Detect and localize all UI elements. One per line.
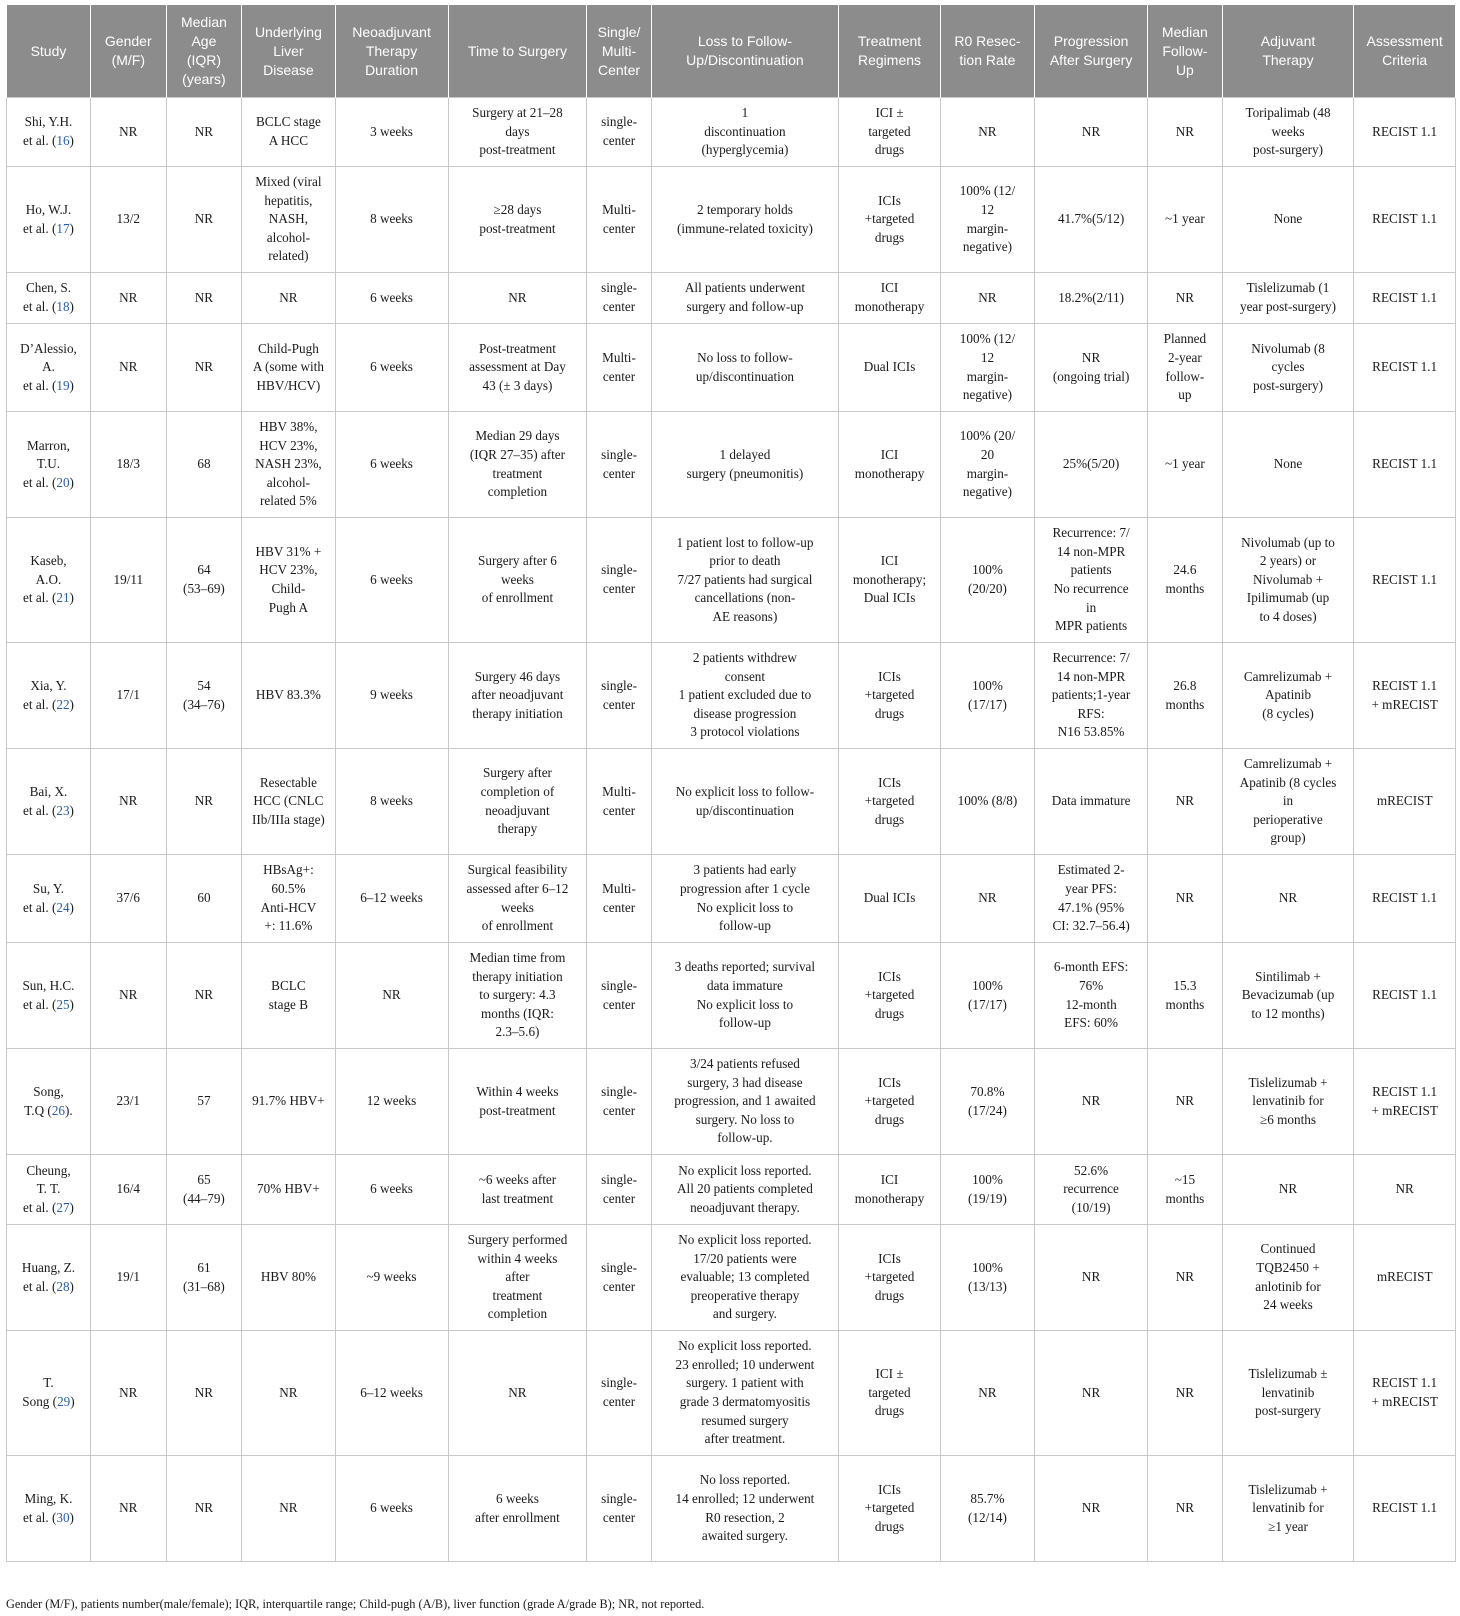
median-follow-up-cell: NR: [1148, 98, 1223, 167]
study-cell: [7, 273, 91, 324]
median-age-cell: NR: [166, 167, 242, 273]
treatment-regimen-cell: ICIs +targeted drugs: [839, 643, 941, 749]
neoadjuvant-duration-cell: 12 weeks: [335, 1049, 448, 1155]
header-r0-resection-rate: R0 Resec- tion Rate: [940, 5, 1034, 98]
treatment-regimen-cell: Dual ICIs: [839, 855, 941, 943]
table-row: [7, 855, 1456, 943]
gender-cell: 18/3: [90, 412, 166, 518]
treatment-regimen-cell: ICI monotherapy: [839, 412, 941, 518]
liver-disease-cell: BCLC stage B: [242, 943, 335, 1049]
r0-resection-cell: 100% (12/ 12 margin- negative): [940, 167, 1034, 273]
median-follow-up-cell: 24.6 months: [1148, 518, 1223, 643]
assessment-criteria-cell: RECIST 1.1: [1354, 855, 1456, 943]
study-cell: [7, 1331, 91, 1456]
reference-link[interactable]: 16: [56, 133, 70, 148]
progression-cell: NR: [1035, 1456, 1148, 1562]
time-to-surgery-cell: 6 weeks after enrollment: [448, 1456, 587, 1562]
study-cell: [7, 98, 91, 167]
median-age-cell: 64 (53–69): [166, 518, 242, 643]
study-suffix: ): [70, 1394, 75, 1409]
adjuvant-therapy-cell: NR: [1222, 1155, 1354, 1225]
neoadjuvant-duration-cell: 9 weeks: [335, 643, 448, 749]
median-age-cell: 57: [166, 1049, 242, 1155]
loss-to-follow-up-cell: 3 patients had early progression after 1 cycle No explicit loss to follow-up: [651, 855, 839, 943]
assessment-criteria-cell: RECIST 1.1 + mRECIST: [1354, 1049, 1456, 1155]
assessment-criteria-cell: RECIST 1.1: [1354, 1456, 1456, 1562]
treatment-regimen-cell: ICI ± targeted drugs: [839, 98, 941, 167]
neoadjuvant-duration-cell: 8 weeks: [335, 749, 448, 855]
reference-link[interactable]: 28: [56, 1278, 70, 1294]
reference-link[interactable]: 20: [56, 474, 70, 490]
study-cell: [7, 324, 91, 412]
progression-cell: Recurrence: 7/ 14 non-MPR patients;1-year RFS: N16 53.85%: [1035, 643, 1148, 749]
study-cell: [7, 643, 91, 749]
progression-cell: NR: [1035, 98, 1148, 167]
neoadjuvant-duration-cell: 6 weeks: [335, 324, 448, 412]
median-follow-up-cell: NR: [1148, 855, 1223, 943]
adjuvant-therapy-cell: None: [1222, 167, 1354, 273]
treatment-regimen-cell: ICI monotherapy: [839, 273, 941, 324]
header-assessment-criteria: Assessment Criteria: [1354, 5, 1456, 98]
adjuvant-therapy-cell: Tislelizumab + lenvatinib for ≥1 year: [1222, 1456, 1354, 1562]
time-to-surgery-cell: Surgery after completion of neoadjuvant therapy: [448, 749, 587, 855]
loss-to-follow-up-cell: 3 deaths reported; survival data immature No explicit loss to follow-up: [651, 943, 839, 1049]
study-name: Bai, X. et al. (: [23, 783, 68, 818]
gender-cell: 19/1: [90, 1225, 166, 1331]
header-adjuvant-therapy: Adjuvant Therapy: [1222, 5, 1354, 98]
liver-disease-cell: HBV 80%: [242, 1225, 335, 1331]
study-cell: [7, 412, 91, 518]
time-to-surgery-cell: Within 4 weeks post-treatment: [448, 1049, 587, 1155]
study-name: Ming, K. et al. (: [23, 1490, 73, 1525]
center-cell: single- center: [587, 1049, 651, 1155]
reference-link[interactable]: 24: [56, 899, 70, 915]
neoadjuvant-duration-cell: 3 weeks: [335, 98, 448, 167]
median-age-cell: NR: [166, 98, 242, 167]
neoadjuvant-duration-cell: 6–12 weeks: [335, 855, 448, 943]
reference-link[interactable]: 21: [56, 590, 70, 606]
time-to-surgery-cell: Surgery 46 days after neoadjuvant therapy initiation: [448, 643, 587, 749]
studies-table: [6, 5, 1456, 1562]
loss-to-follow-up-cell: No loss reported. 14 enrolled; 12 underwent R0 resection, 2 awaited surgery.: [651, 1456, 839, 1562]
study-cell: [7, 749, 91, 855]
r0-resection-cell: 100% (19/19): [940, 1155, 1034, 1225]
table-row: [7, 1456, 1456, 1562]
center-cell: single- center: [587, 1155, 651, 1225]
loss-to-follow-up-cell: No explicit loss to follow- up/discontinuation: [651, 749, 839, 855]
treatment-regimen-cell: ICIs +targeted drugs: [839, 167, 941, 273]
gender-cell: 23/1: [90, 1049, 166, 1155]
progression-cell: NR: [1035, 1331, 1148, 1456]
adjuvant-therapy-cell: NR: [1222, 855, 1354, 943]
center-cell: single- center: [587, 1456, 651, 1562]
treatment-regimen-cell: ICI monotherapy: [839, 1155, 941, 1225]
r0-resection-cell: 100% (20/20): [940, 518, 1034, 643]
header-center: Single/ Multi- Center: [587, 5, 651, 98]
loss-to-follow-up-cell: 2 patients withdrew consent 1 patient excluded due to disease progression 3 protocol violations: [651, 643, 839, 749]
time-to-surgery-cell: ≥28 days post-treatment: [448, 167, 587, 273]
study-name: D’Alessio, A. et al. (: [20, 340, 77, 393]
header-row: [7, 5, 1456, 98]
study-name: Chen, S. et al. (: [23, 280, 71, 314]
median-age-cell: 68: [166, 412, 242, 518]
treatment-regimen-cell: ICI monotherapy; Dual ICIs: [839, 518, 941, 643]
median-follow-up-cell: NR: [1148, 273, 1223, 324]
loss-to-follow-up-cell: 1 patient lost to follow-up prior to death 7/27 patients had surgical cancellations (non- AE reasons): [651, 518, 839, 643]
progression-cell: 6-month EFS: 76% 12-month EFS: 60%: [1035, 943, 1148, 1049]
reference-link[interactable]: 27: [56, 1199, 70, 1215]
table-row: [7, 412, 1456, 518]
study-cell: [7, 1456, 91, 1562]
table-row: [7, 273, 1456, 324]
median-age-cell: 61 (31–68): [166, 1225, 242, 1331]
reference-link[interactable]: 17: [56, 220, 70, 236]
study-name: Kaseb, A.O. et al. (: [23, 553, 67, 606]
study-suffix: ): [69, 1278, 74, 1294]
study-cell: [7, 1225, 91, 1331]
study-name: Ho, W.J. et al. (: [23, 201, 72, 236]
header-gender: Gender (M/F): [90, 5, 166, 98]
study-name: Marron, T.U. et al. (: [23, 437, 70, 490]
loss-to-follow-up-cell: No loss to follow- up/discontinuation: [651, 324, 839, 412]
neoadjuvant-duration-cell: 8 weeks: [335, 167, 448, 273]
study-cell: [7, 167, 91, 273]
header-loss-to-follow-up: Loss to Follow- Up/Discontinuation: [651, 5, 839, 98]
study-suffix: ): [69, 899, 74, 915]
time-to-surgery-cell: Median 29 days (IQR 27–35) after treatment completion: [448, 412, 587, 518]
neoadjuvant-duration-cell: NR: [335, 943, 448, 1049]
study-suffix: ).: [65, 1102, 73, 1118]
table-row: [7, 1331, 1456, 1456]
gender-cell: 16/4: [90, 1155, 166, 1225]
r0-resection-cell: 85.7% (12/14): [940, 1456, 1034, 1562]
study-suffix: ): [69, 696, 74, 712]
liver-disease-cell: Child-Pugh A (some with HBV/HCV): [242, 324, 335, 412]
loss-to-follow-up-cell: 1 discontinuation (hyperglycemia): [651, 98, 839, 167]
assessment-criteria-cell: NR: [1354, 1155, 1456, 1225]
neoadjuvant-duration-cell: 6 weeks: [335, 1155, 448, 1225]
study-suffix: ): [69, 802, 74, 818]
gender-cell: NR: [90, 324, 166, 412]
r0-resection-cell: 100% (13/13): [940, 1225, 1034, 1331]
reference-link[interactable]: 30: [56, 1509, 70, 1525]
table-row: [7, 749, 1456, 855]
adjuvant-therapy-cell: Nivolumab (8 cycles post-surgery): [1222, 324, 1354, 412]
progression-cell: 18.2%(2/11): [1035, 273, 1148, 324]
median-age-cell: NR: [166, 1456, 242, 1562]
r0-resection-cell: NR: [940, 273, 1034, 324]
study-suffix: ): [69, 377, 74, 393]
reference-link[interactable]: 22: [56, 696, 70, 712]
gender-cell: NR: [90, 98, 166, 167]
study-name: Huang, Z. et al. (: [21, 1259, 76, 1294]
median-follow-up-cell: ~15 months: [1148, 1155, 1223, 1225]
treatment-regimen-cell: ICIs +targeted drugs: [839, 943, 941, 1049]
study-cell: [7, 518, 91, 643]
study-cell: [7, 943, 91, 1049]
median-age-cell: 54 (34–76): [166, 643, 242, 749]
study-suffix: ): [69, 996, 74, 1012]
liver-disease-cell: 70% HBV+: [242, 1155, 335, 1225]
liver-disease-cell: Resectable HCC (CNLC IIb/IIIa stage): [242, 749, 335, 855]
study-cell: [7, 855, 91, 943]
progression-cell: 52.6% recurrence (10/19): [1035, 1155, 1148, 1225]
header-neoadjuvant-duration: Neoadjuvant Therapy Duration: [335, 5, 448, 98]
progression-cell: 41.7%(5/12): [1035, 167, 1148, 273]
study-name: Xia, Y. et al. (: [23, 677, 67, 712]
progression-cell: Recurrence: 7/ 14 non-MPR patients No recurrence in MPR patients: [1035, 518, 1148, 643]
assessment-criteria-cell: RECIST 1.1: [1354, 273, 1456, 324]
median-age-cell: NR: [166, 749, 242, 855]
table-row: [7, 943, 1456, 1049]
liver-disease-cell: NR: [242, 1456, 335, 1562]
study-name: Shi, Y.H. et al. (: [23, 114, 73, 148]
table-row: [7, 98, 1456, 167]
median-follow-up-cell: ~1 year: [1148, 167, 1223, 273]
liver-disease-cell: HBV 83.3%: [242, 643, 335, 749]
progression-cell: Data immature: [1035, 749, 1148, 855]
study-name: T. Song (: [22, 1375, 58, 1409]
progression-cell: NR: [1035, 1225, 1148, 1331]
table-row: [7, 1155, 1456, 1225]
r0-resection-cell: 100% (20/ 20 margin- negative): [940, 412, 1034, 518]
progression-cell: Estimated 2- year PFS: 47.1% (95% CI: 32.7–56.4): [1035, 855, 1148, 943]
treatment-regimen-cell: ICIs +targeted drugs: [839, 1456, 941, 1562]
progression-cell: NR (ongoing trial): [1035, 324, 1148, 412]
median-age-cell: NR: [166, 273, 242, 324]
adjuvant-therapy-cell: Continued TQB2450 + anlotinib for 24 weeks: [1222, 1225, 1354, 1331]
adjuvant-therapy-cell: Toripalimab (48 weeks post-surgery): [1222, 98, 1354, 167]
time-to-surgery-cell: NR: [448, 1331, 587, 1456]
gender-cell: NR: [90, 273, 166, 324]
neoadjuvant-duration-cell: ~9 weeks: [335, 1225, 448, 1331]
adjuvant-therapy-cell: Tislelizumab (1 year post-surgery): [1222, 273, 1354, 324]
reference-link[interactable]: 25: [56, 996, 70, 1012]
reference-link[interactable]: 26: [51, 1102, 66, 1118]
median-age-cell: 65 (44–79): [166, 1155, 242, 1225]
loss-to-follow-up-cell: No explicit loss reported. All 20 patients completed neoadjuvant therapy.: [651, 1155, 839, 1225]
assessment-criteria-cell: RECIST 1.1: [1354, 412, 1456, 518]
median-age-cell: NR: [166, 943, 242, 1049]
liver-disease-cell: HBsAg+: 60.5% Anti-HCV +: 11.6%: [242, 855, 335, 943]
r0-resection-cell: 100% (17/17): [940, 943, 1034, 1049]
loss-to-follow-up-cell: 1 delayed surgery (pneumonitis): [651, 412, 839, 518]
table-body: [7, 98, 1456, 1562]
center-cell: Multi- center: [587, 324, 651, 412]
study-name: Sun, H.C. et al. (: [22, 977, 75, 1012]
adjuvant-therapy-cell: Tislelizumab + lenvatinib for ≥6 months: [1222, 1049, 1354, 1155]
assessment-criteria-cell: RECIST 1.1: [1354, 518, 1456, 643]
treatment-regimen-cell: ICIs +targeted drugs: [839, 1049, 941, 1155]
median-age-cell: 60: [166, 855, 242, 943]
study-suffix: ): [69, 590, 74, 606]
adjuvant-therapy-cell: Camrelizumab + Apatinib (8 cycles in perioperative group): [1222, 749, 1354, 855]
table-row: [7, 1225, 1456, 1331]
adjuvant-therapy-cell: Nivolumab (up to 2 years) or Nivolumab + Ipilimumab (up to 4 doses): [1222, 518, 1354, 643]
median-follow-up-cell: NR: [1148, 1225, 1223, 1331]
neoadjuvant-duration-cell: 6 weeks: [335, 273, 448, 324]
liver-disease-cell: Mixed (viral hepatitis, NASH, alcohol- related): [242, 167, 335, 273]
adjuvant-therapy-cell: Tislelizumab ± lenvatinib post-surgery: [1222, 1331, 1354, 1456]
header-progression: Progression After Surgery: [1035, 5, 1148, 98]
liver-disease-cell: NR: [242, 1331, 335, 1456]
median-follow-up-cell: Planned 2-year follow- up: [1148, 324, 1223, 412]
median-follow-up-cell: NR: [1148, 1456, 1223, 1562]
gender-cell: 19/11: [90, 518, 166, 643]
median-follow-up-cell: 15.3 months: [1148, 943, 1223, 1049]
progression-cell: 25%(5/20): [1035, 412, 1148, 518]
adjuvant-therapy-cell: Camrelizumab + Apatinib (8 cycles): [1222, 643, 1354, 749]
time-to-surgery-cell: ~6 weeks after last treatment: [448, 1155, 587, 1225]
gender-cell: NR: [90, 943, 166, 1049]
study-cell: [7, 1155, 91, 1225]
median-age-cell: NR: [166, 324, 242, 412]
table-row: [7, 643, 1456, 749]
adjuvant-therapy-cell: Sintilimab + Bevacizumab (up to 12 months): [1222, 943, 1354, 1049]
liver-disease-cell: BCLC stage A HCC: [242, 98, 335, 167]
r0-resection-cell: NR: [940, 1331, 1034, 1456]
header-median-age: Median Age (IQR) (years): [166, 5, 242, 98]
time-to-surgery-cell: Surgery at 21–28 days post-treatment: [448, 98, 587, 167]
adjuvant-therapy-cell: None: [1222, 412, 1354, 518]
table-footnote: Gender (M/F), patients number(male/female); IQR, interquartile range; Child-pugh (A/B), liver function (grade A/grade B); NR, not reported.: [6, 1597, 705, 1611]
r0-resection-cell: NR: [940, 855, 1034, 943]
center-cell: single- center: [587, 643, 651, 749]
treatment-regimen-cell: ICIs +targeted drugs: [839, 749, 941, 855]
neoadjuvant-duration-cell: 6 weeks: [335, 412, 448, 518]
time-to-surgery-cell: Median time from therapy initiation to surgery: 4.3 months (IQR: 2.3–5.6): [448, 943, 587, 1049]
time-to-surgery-cell: Surgery after 6 weeks of enrollment: [448, 518, 587, 643]
median-follow-up-cell: ~1 year: [1148, 412, 1223, 518]
assessment-criteria-cell: RECIST 1.1: [1354, 324, 1456, 412]
study-suffix: ): [69, 1509, 74, 1525]
study-suffix: ): [69, 220, 74, 236]
gender-cell: 13/2: [90, 167, 166, 273]
center-cell: single- center: [587, 98, 651, 167]
study-name: Su, Y. et al. (: [23, 880, 65, 915]
center-cell: single- center: [587, 1225, 651, 1331]
liver-disease-cell: HBV 38%, HCV 23%, NASH 23%, alcohol- related 5%: [242, 412, 335, 518]
neoadjuvant-duration-cell: 6 weeks: [335, 1456, 448, 1562]
assessment-criteria-cell: RECIST 1.1: [1354, 943, 1456, 1049]
r0-resection-cell: NR: [940, 98, 1034, 167]
center-cell: Multi- center: [587, 749, 651, 855]
time-to-surgery-cell: NR: [448, 273, 587, 324]
reference-link[interactable]: 18: [56, 299, 70, 314]
gender-cell: NR: [90, 1331, 166, 1456]
loss-to-follow-up-cell: All patients underwent surgery and follow-up: [651, 273, 839, 324]
time-to-surgery-cell: Post-treatment assessment at Day 43 (± 3 days): [448, 324, 587, 412]
neoadjuvant-duration-cell: 6 weeks: [335, 518, 448, 643]
table-row: [7, 167, 1456, 273]
study-suffix: ): [69, 133, 74, 148]
header-time-to-surgery: Time to Surgery: [448, 5, 587, 98]
loss-to-follow-up-cell: 2 temporary holds (immune-related toxicity): [651, 167, 839, 273]
median-follow-up-cell: NR: [1148, 1331, 1223, 1456]
center-cell: single- center: [587, 518, 651, 643]
study-name: Cheung, T. T. et al. (: [23, 1162, 71, 1215]
r0-resection-cell: 100% (17/17): [940, 643, 1034, 749]
header-median-follow-up: Median Follow- Up: [1148, 5, 1223, 98]
table-row: [7, 1049, 1456, 1155]
gender-cell: NR: [90, 749, 166, 855]
center-cell: Multi- center: [587, 167, 651, 273]
loss-to-follow-up-cell: 3/24 patients refused surgery, 3 had disease progression, and 1 awaited surgery. No loss to follow-up.: [651, 1049, 839, 1155]
center-cell: single- center: [587, 273, 651, 324]
progression-cell: NR: [1035, 1049, 1148, 1155]
median-follow-up-cell: NR: [1148, 749, 1223, 855]
treatment-regimen-cell: ICI ± targeted drugs: [839, 1331, 941, 1456]
assessment-criteria-cell: RECIST 1.1 + mRECIST: [1354, 643, 1456, 749]
assessment-criteria-cell: mRECIST: [1354, 1225, 1456, 1331]
reference-link[interactable]: 19: [56, 377, 70, 393]
median-age-cell: NR: [166, 1331, 242, 1456]
study-name: Song, T.Q (: [24, 1083, 64, 1118]
center-cell: Multi- center: [587, 855, 651, 943]
center-cell: single- center: [587, 1331, 651, 1456]
study-suffix: ): [69, 299, 74, 314]
table-row: [7, 324, 1456, 412]
loss-to-follow-up-cell: No explicit loss reported. 23 enrolled; 10 underwent surgery. 1 patient with grade 3 dermatomyositis resumed surgery after treatment.: [651, 1331, 839, 1456]
center-cell: single- center: [587, 412, 651, 518]
table-container: [6, 5, 1456, 1562]
gender-cell: 17/1: [90, 643, 166, 749]
assessment-criteria-cell: RECIST 1.1 + mRECIST: [1354, 1331, 1456, 1456]
median-follow-up-cell: 26.8 months: [1148, 643, 1223, 749]
assessment-criteria-cell: RECIST 1.1: [1354, 167, 1456, 273]
reference-link[interactable]: 29: [57, 1394, 71, 1409]
liver-disease-cell: 91.7% HBV+: [242, 1049, 335, 1155]
liver-disease-cell: NR: [242, 273, 335, 324]
liver-disease-cell: HBV 31% + HCV 23%, Child- Pugh A: [242, 518, 335, 643]
header-study: Study: [7, 5, 91, 98]
r0-resection-cell: 100% (8/8): [940, 749, 1034, 855]
time-to-surgery-cell: Surgery performed within 4 weeks after treatment completion: [448, 1225, 587, 1331]
assessment-criteria-cell: mRECIST: [1354, 749, 1456, 855]
reference-link[interactable]: 23: [56, 802, 70, 818]
gender-cell: 37/6: [90, 855, 166, 943]
assessment-criteria-cell: RECIST 1.1: [1354, 98, 1456, 167]
treatment-regimen-cell: ICIs +targeted drugs: [839, 1225, 941, 1331]
median-follow-up-cell: NR: [1148, 1049, 1223, 1155]
gender-cell: NR: [90, 1456, 166, 1562]
table-row: [7, 518, 1456, 643]
study-suffix: ): [69, 1199, 74, 1215]
time-to-surgery-cell: Surgical feasibility assessed after 6–12 weeks of enrollment: [448, 855, 587, 943]
loss-to-follow-up-cell: No explicit loss reported. 17/20 patients were evaluable; 13 completed preoperative therapy and surgery.: [651, 1225, 839, 1331]
header-treatment-regimens: Treatment Regimens: [839, 5, 941, 98]
center-cell: single- center: [587, 943, 651, 1049]
r0-resection-cell: 70.8% (17/24): [940, 1049, 1034, 1155]
treatment-regimen-cell: Dual ICIs: [839, 324, 941, 412]
header-liver-disease: Underlying Liver Disease: [242, 5, 335, 98]
study-suffix: ): [69, 474, 74, 490]
r0-resection-cell: 100% (12/ 12 margin- negative): [940, 324, 1034, 412]
study-cell: [7, 1049, 91, 1155]
neoadjuvant-duration-cell: 6–12 weeks: [335, 1331, 448, 1456]
